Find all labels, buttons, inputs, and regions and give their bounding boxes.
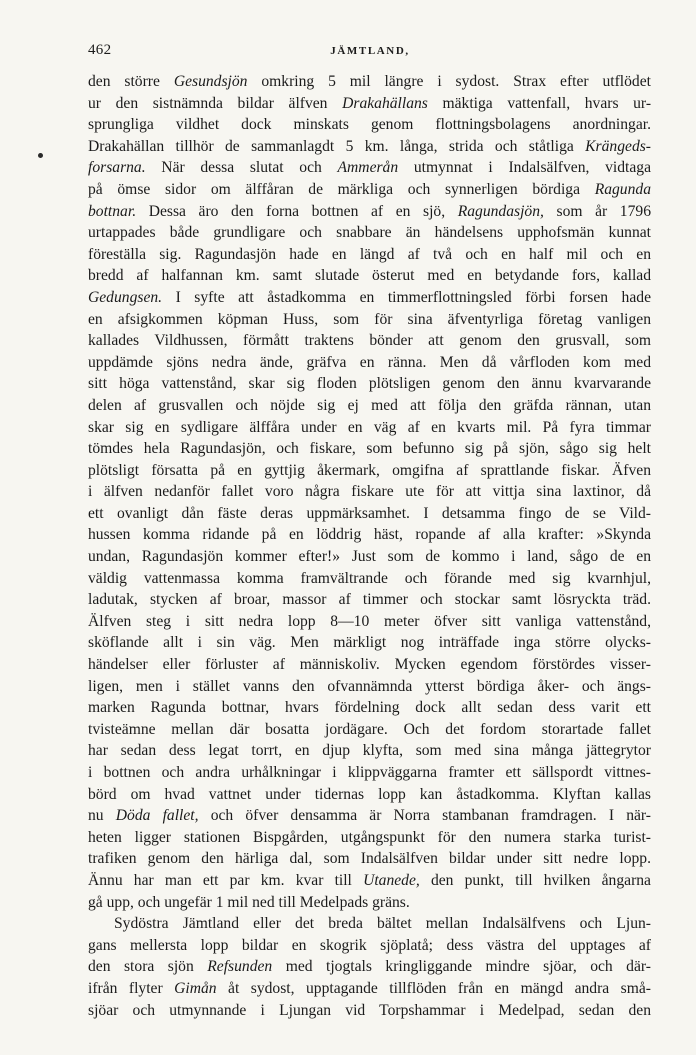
- text-run: gans mellersta lopp bildar en skogrik sjöplatå; dess västra del upptages af: [88, 936, 651, 954]
- text-line: [88, 654, 651, 676]
- text-run: Sydöstra Jämtland eller det breda bältet mellan Indalsälfvens och Ljun-: [114, 915, 651, 933]
- text-run: åt sydost, upptagande tillflöden från en mängd andra små-: [216, 979, 651, 997]
- text-run: den större: [88, 73, 174, 90]
- text-run: omkring 5 mil längre i sydost. Strax efter utflödet: [247, 73, 651, 90]
- text-run: på ömse sidor om älffåran de märkliga och synnerligen bördiga: [88, 180, 595, 198]
- text-run: har sedan dess legat torrt, en djup klyfta, som med sina många jättegrytor: [88, 742, 651, 760]
- text-line: [88, 244, 651, 266]
- text-run: och öfver densamma är Norra stambanan framdragen. I när-: [198, 807, 651, 825]
- text-run: nu: [88, 807, 116, 825]
- text-line: [88, 503, 651, 525]
- text-line: [88, 762, 651, 784]
- text-line: [88, 309, 651, 331]
- page-number: 462: [88, 42, 112, 58]
- text-line: [88, 136, 651, 158]
- text-run: delen af grusvallen och nöjde sig ej med att följa den gräfda rännan, utan: [88, 396, 651, 414]
- text-line: [88, 892, 651, 914]
- text-run: tömdes hela Ragundasjön, och fiskare, som befunno sig på sjön, sågo sig helt: [88, 440, 651, 458]
- text-run: ur den sistnämnda bildar älfven: [88, 94, 343, 112]
- text-line: [88, 719, 651, 741]
- text-run: trafiken genom den härliga dal, som Indalsälfven bildar under sitt nedre lopp.: [88, 850, 651, 868]
- text-run: sjöar och utmynnande i Ljungan vid Torpshammar i Medelpad, sedan den: [88, 1001, 651, 1019]
- text-line: [88, 460, 651, 482]
- text-line: [88, 481, 651, 503]
- text-run: den stora sjön: [88, 958, 208, 976]
- text-run: mäktiga vattenfall, hvars ur-: [427, 94, 651, 112]
- text-run: I syfte att åstadkomma en timmerflottningsled förbi forsen hade: [162, 288, 651, 306]
- text-line: [88, 676, 651, 698]
- text-run: föreställa sig. Ragundasjön hade en längd af två och en half mil och en: [88, 245, 651, 263]
- text-run: När dessa slutat och: [145, 159, 338, 177]
- italic-term: Ammerån: [337, 159, 399, 177]
- text-run: bredd af halfannan km. samt slutade österut med en betydande fors, kallad: [88, 267, 651, 285]
- text-run: väldig vattenmassa komma framvältrande och förande med sig kvarnhjul,: [88, 569, 651, 587]
- text-run: undan, Ragundasjön kommer efter!» Just som de kommo i land, sågo de en: [88, 548, 651, 566]
- paragraph: [88, 71, 651, 913]
- text-run: i bottnen och andra urhålkningar i klippväggarna framter ett sällspordt vittnes-: [88, 764, 651, 781]
- text-line: [88, 956, 651, 978]
- text-run: ligen, men i stället vanns den ofvannämnda ytterst bördiga åker- och ängs-: [88, 677, 651, 695]
- italic-term: Utanede,: [363, 871, 420, 889]
- text-line: [88, 1000, 651, 1022]
- text-run: plötsligt försatta på en gyttjig åkermark, omgifna af sprattlande fiskar. Äfven: [88, 461, 651, 479]
- italic-term: Ragundasjön,: [457, 202, 544, 220]
- text-run: utmynnat i Indalsälfven, vidtaga: [398, 159, 651, 177]
- text-run: uppdämde sjöns nedra ände, gräfva en ränna. Men då vårfloden kom med: [88, 353, 651, 371]
- text-run: Ännu har man ett par km. kvar till: [88, 871, 364, 889]
- text-run: gå upp, och ungefär 1 mil ned till Medelpads gräns.: [88, 893, 410, 911]
- text-run: börd om hvad vattnet under tidernas lopp kan åstadkomma. Klyftan kallas: [88, 785, 651, 803]
- text-line: [88, 978, 651, 1000]
- text-line: [88, 805, 651, 827]
- text-run: marken Ragunda bottnar, hvars fördelning dock allt sedan dess varit ett: [88, 699, 651, 717]
- text-run: en afsigkommen köpman Huss, som för sina äfventyrliga företag vanligen: [88, 310, 651, 328]
- text-line: [88, 913, 651, 935]
- text-line: [88, 395, 651, 417]
- text-line: [88, 417, 651, 439]
- text-run: sprungliga vildhet dock minskats genom flottningsbolagens anordningar.: [88, 116, 651, 134]
- margin-dot: [38, 153, 43, 158]
- text-line: [88, 870, 651, 892]
- text-run: händelser eller förluster af människoliv. Mycken egendom förstördes visser-: [88, 656, 651, 674]
- text-run: Älfven steg i sitt nedra lopp 8—10 meter öfver sitt vanliga vattenstånd,: [88, 612, 651, 630]
- text-line: [88, 93, 651, 115]
- text-run: med tjogtals kringliggande mindre sjöar, och där-: [272, 958, 651, 976]
- text-run: urtappades både grundligare och snabbare än händelsens upphofsmän kunnat: [88, 224, 651, 242]
- text-run: hussen komma ridande på en löddrig häst, ropande af alla krafter: »Skynda: [88, 526, 651, 544]
- italic-term: Ragunda: [594, 180, 651, 198]
- text-run: Dessa äro den forna bottnen af en sjö,: [136, 202, 458, 220]
- text-line: [88, 740, 651, 762]
- text-run: i älfven nedanför fallet voro några fiskare ute för att vittja sina laxtinor, då: [88, 483, 651, 501]
- text-line: [88, 352, 651, 374]
- text-line: [88, 935, 651, 957]
- text-run: ifrån flyter: [88, 979, 175, 997]
- italic-term: Gesundsjön: [173, 73, 248, 90]
- italic-term: Refsunden: [207, 958, 273, 976]
- text-line: [88, 589, 651, 611]
- italic-term: Döda fallet,: [115, 807, 199, 825]
- text-line: [88, 287, 651, 309]
- text-line: [88, 568, 651, 590]
- text-line: [88, 114, 651, 136]
- text-line: [88, 71, 651, 93]
- text-run: kallades Vildhussen, förmått traktens bönder att genom den grusvall, som: [88, 332, 651, 350]
- text-run: sitt höga vattenstånd, skar sig floden plötsligen genom den ännu kvarvarande: [88, 375, 651, 393]
- text-line: [88, 373, 651, 395]
- italic-term: Krängeds-: [585, 137, 651, 155]
- italic-term: bottnar.: [88, 202, 137, 220]
- text-line: [88, 546, 651, 568]
- text-line: [88, 848, 651, 870]
- text-run: ladutak, stycken af broar, massor af timmer och stockar samt lösryckta träd.: [88, 591, 651, 609]
- text-line: [88, 784, 651, 806]
- text-line: [88, 632, 651, 654]
- text-line: [88, 697, 651, 719]
- text-line: [88, 265, 651, 287]
- text-line: [88, 330, 651, 352]
- text-run: skar sig en sydligare älffåra under en väg af en kvarts mil. På fyra timmar: [88, 418, 651, 436]
- body-text: [88, 71, 651, 1021]
- text-run: Drakahällan tillhör de sammanlagdt 5 km. långa, strida och ståtliga: [88, 137, 586, 155]
- page-header: [88, 42, 652, 62]
- text-line: [88, 222, 651, 244]
- text-line: [88, 438, 651, 460]
- italic-term: Gimån: [174, 979, 217, 997]
- text-line: [88, 201, 651, 223]
- paragraph: [88, 913, 651, 1021]
- italic-term: Drakahällans: [342, 94, 428, 112]
- italic-term: Gedungsen.: [88, 288, 163, 306]
- running-head: JÄMTLAND,: [330, 45, 410, 57]
- text-line: [88, 157, 651, 179]
- text-run: ett ovanligt dån fäste deras uppmärksamhet. I detsamma fingo de se Vild-: [88, 504, 651, 522]
- text-line: [88, 611, 651, 633]
- text-line: [88, 524, 651, 546]
- text-run: som år 1796: [543, 202, 651, 220]
- text-run: sköflande allt i sin väg. Men märkligt nog inträffade inga större olycks-: [88, 634, 651, 652]
- italic-term: forsarna.: [88, 159, 146, 177]
- text-run: tvisteämne mellan där bosatta jordägare. Och det fordom storartade fallet: [88, 720, 651, 738]
- text-run: den punkt, till hvilken ångarna: [419, 871, 651, 889]
- text-line: [88, 179, 651, 201]
- text-run: heten ligger stationen Bispgården, utgångspunkt för den numera starka turist-: [88, 828, 651, 846]
- text-line: [88, 827, 651, 849]
